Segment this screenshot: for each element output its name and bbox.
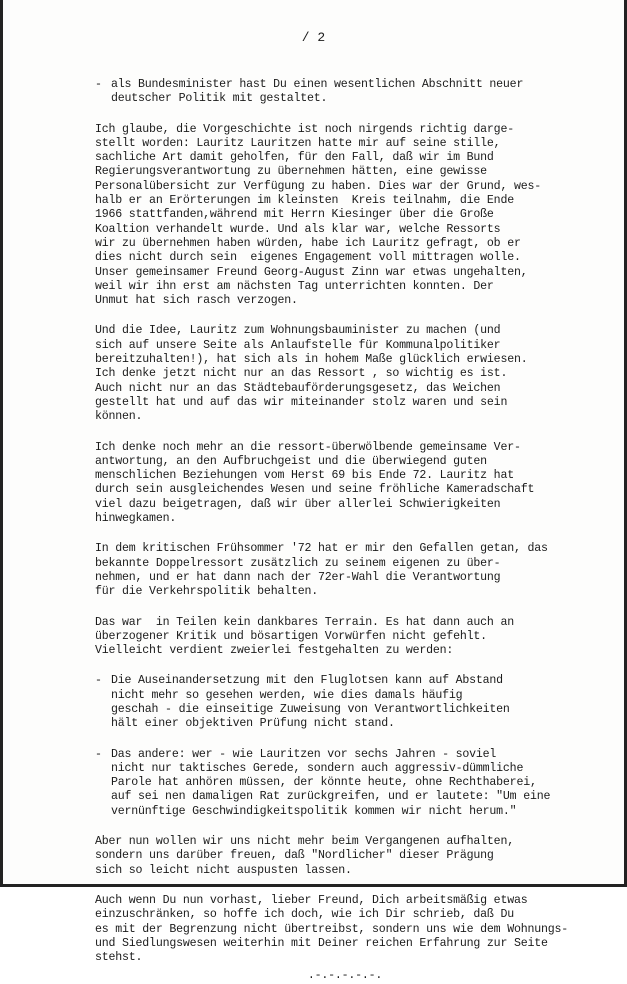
paragraph-fruehsommer: In dem kritischen Frühsommer '72 hat er mir den Gefallen getan, das bekannte Doppelressort zusätzlich zu seinem eigenen zu über- nehmen, und er hat dann nach der 72er-Wahl die Verantwortung für die Verkehrspolitik behalten. — [95, 542, 548, 599]
paragraph-abschluss: Auch wenn Du nun vorhast, lieber Freund, Dich arbeitsmäßig etwas einzuschränken, so hoffe ich doch, wie ich Dir schrieb, daß Du es mit der Begrenzung nicht übertreibst, sondern uns wie dem Wohnungs- und Siedlungswesen weiterhin mit Deiner reichen Erfahrung zur Seite stehst. — [95, 893, 569, 965]
letter-body — [95, 78, 595, 984]
bullet-mark: - — [95, 747, 102, 761]
paragraph-wohnungsbauminister: Und die Idee, Lauritz zum Wohnungsbauminister zu machen (und sich auf unsere Seite als Anlaufstelle für Kommunalpolitiker bereitzuhalten!), hat sich als in hohem Maße glücklich erwiesen. Ich denke jetzt nicht nur an das Ressort , so wichtig es ist. Auch nicht nur an das Städtebauförderungsgesetz, das Weichen gestellt hat und auf das wir miteinander stolz waren und sein können. — [95, 324, 528, 424]
bullet-fluglotsen — [95, 674, 595, 731]
bullet-text: Die Auseinandersetzung mit den Fluglotsen kann auf Abstand nicht mehr so gesehen werden, wie dies damals häufig geschah - die einseitige Zuweisung von Verantwortlichkeiten hält einer objektiven Prüfung nicht stand. — [111, 674, 510, 731]
bullet-mark: - — [95, 78, 102, 91]
paragraph-vorgeschichte: Ich glaube, die Vorgeschichte ist noch nirgends richtig darge- stellt worden: Lauritz Lauritzen hatte mir auf seine stille, sachliche Art damit geholfen, für den Fall, daß wir im Bund Regierungsverantwortung zu übernehmen hätten, eine gewisse Personalübersicht zur Verfügung zu haben. Dies war der Grund, wes- halb er an Erörterungen im kleinsten Kreis teilnahm, die Ende 1966 stattfanden,während mit Herrn Kiesinger über die Große Koaltion verhandelt wurde. Und als klar war, welche Ressorts wir zu übernehmen haben würden, habe ich Lauritz gefragt, ob er dies nicht durch sein eigenes Engagement voll mittragen wolle. Unser gemeinsamer Freund Georg-August Zinn war etwas ungehalten, weil wir ihn erst am nächsten Tag unterrichten konnten. Der Unmut hat sich rasch verzogen. — [95, 122, 541, 308]
page-number: / 2 — [301, 30, 326, 45]
closing-separator: .-.-.-.-.-. — [307, 969, 383, 983]
bullet-text: Das andere: wer - wie Lauritzen vor sechs Jahren - soviel nicht nur taktisches Gerede, sondern auch aggressiv-dümmliche Parole hat anhören müssen, der könnte heute, ohne Rechthaberei, auf sei nen damaligen Rat zurückgreifen, und er lautete: "Um eine vernünftige Geschwindigkeitspolitik kommen wir nicht herum." — [111, 747, 551, 818]
paragraph-vergangenen: Aber nun wollen wir uns nicht mehr beim Vergangenen aufhalten, sondern uns darüber freuen, daß "Nordlicher" dieser Prägung sich so leicht nicht auspusten lassen. — [95, 835, 514, 877]
intro-bullet — [95, 78, 595, 107]
paragraph-terrain: Das war in Teilen kein dankbares Terrain. Es hat dann auch an überzogener Kritik und bösartigen Vorwürfen nicht gefehlt. Vielleicht verdient zweierlei festgehalten zu werden: — [95, 615, 514, 658]
paragraph-verantwortung: Ich denke noch mehr an die ressort-überwölbende gemeinsame Ver- antwortung, an den Aufbruchgeist und die überwiegend guten menschlichen Beziehungen vom Herst 69 bis Ende 72. Lauritz hat durch sein ausgleichendes Wesen und seine fröhliche Kameradschaft viel dazu beigetragen, daß wir über allerlei Schwierigkeiten hinwegkamen. — [95, 440, 535, 526]
bullet-mark: - — [95, 674, 102, 688]
bullet-text: als Bundesminister hast Du einen wesentlichen Abschnitt neuer deutscher Politik mit gestaltet. — [111, 78, 524, 106]
bullet-geschwindigkeit — [95, 748, 595, 819]
